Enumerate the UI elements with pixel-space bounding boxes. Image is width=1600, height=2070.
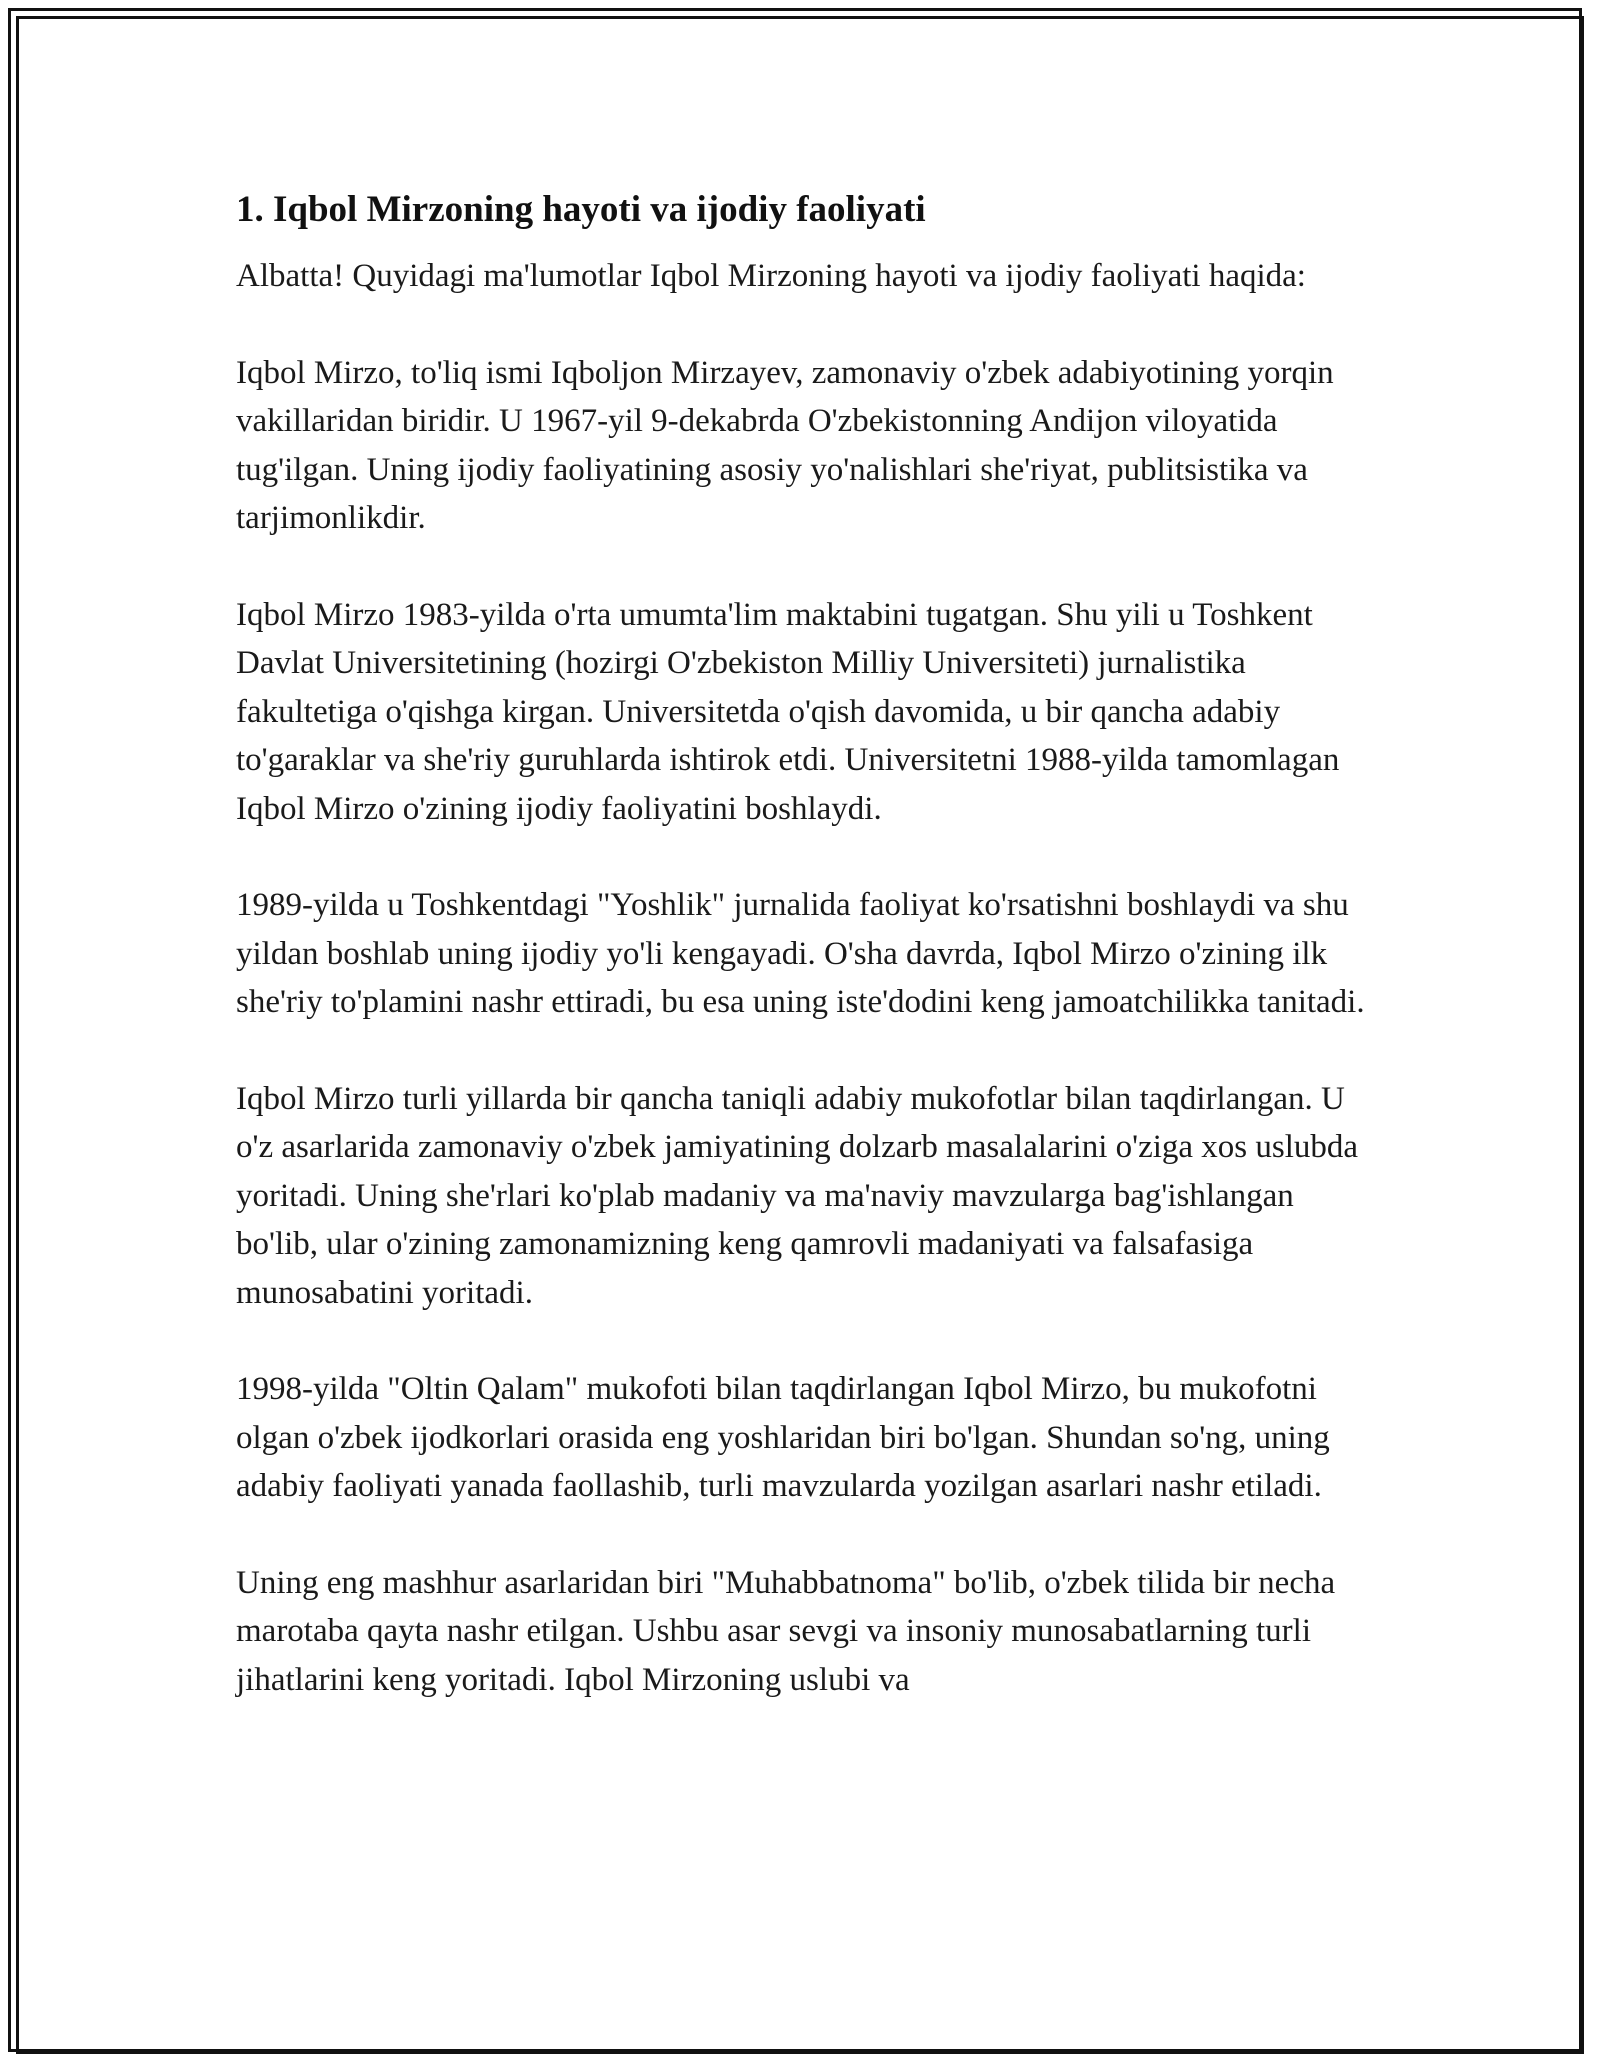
document-body	[236, 186, 1376, 1752]
section-heading: 1. Iqbol Mirzoning hayoti va ijodiy faoliyati	[236, 189, 926, 230]
paragraph-awards: Iqbol Mirzo turli yillarda bir qancha taniqli adabiy mukofotlar bilan taqdirlangan. U o'z asarlarida zamonaviy o'zbek jamiyatining dolzarb masalalarini o'ziga xos uslubda yoritadi. Uning she'rlari ko'plab madaniy va ma'naviy mavzularga bag'ishlangan bo'lib, ular o'zining zamonamizning keng qamrovli madaniyati va falsafasiga munosabatini yoritadi.	[236, 1080, 1359, 1311]
paragraph-golden-pen: 1998-yilda "Oltin Qalam" mukofoti bilan taqdirlangan Iqbol Mirzo, bu mukofotni olgan o'zbek ijodkorlari orasida eng yoshlaridan biri bo'lgan. Shundan so'ng, uning adabiy faoliyati yanada faollashib, turli mavzularda yozilgan asarlari nashr etiladi.	[236, 1371, 1330, 1504]
paragraph-famous-work: Uning eng mashhur asarlaridan biri "Muhabbatnoma" bo'lib, o'zbek tilida bir necha marotaba qayta nashr etilgan. Ushbu asar sevgi va insoniy munosabatlarning turli jihatlarini keng yoritadi. Iqbol Mirzoning uslubi va	[236, 1564, 1336, 1698]
paragraph-education: Iqbol Mirzo 1983-yilda o'rta umumta'lim maktabini tugatgan. Shu yili u Toshkent Davlat Universitetining (hozirgi O'zbekiston Milliy Universiteti) jurnalistika fakultetiga o'qishga kirgan. Universitetda o'qish davomida, u bir qancha adabiy to'garaklar va she'riy guruhlarda ishtirok etdi. Universitetni 1988-yilda tamomlagan Iqbol Mirzo o'zining ijodiy faoliyatini boshlaydi.	[236, 596, 1340, 827]
paragraph-intro: Albatta! Quyidagi ma'lumotlar Iqbol Mirzoning hayoti va ijodiy faoliyati haqida:	[236, 258, 1306, 294]
paragraph-biography: Iqbol Mirzo, to'liq ismi Iqboljon Mirzayev, zamonaviy o'zbek adabiyotining yorqin vakillaridan biridir. U 1967-yil 9-dekabrda O'zbekistonning Andijon viloyatida tug'ilgan. Uning ijodiy faoliyatining asosiy yo'nalishlari she'riyat, publitsistika va tarjimonlikdir.	[236, 354, 1334, 536]
paragraph-career-start: 1989-yilda u Toshkentdagi "Yoshlik" jurnalida faoliyat ko'rsatishni boshlaydi va shu yildan boshlab uning ijodiy yo'li kengayadi. O'sha davrda, Iqbol Mirzo o'zining ilk she'riy to'plamini nashr ettiradi, bu esa uning iste'dodini keng jamoatchilikka tanitadi.	[236, 887, 1365, 1020]
